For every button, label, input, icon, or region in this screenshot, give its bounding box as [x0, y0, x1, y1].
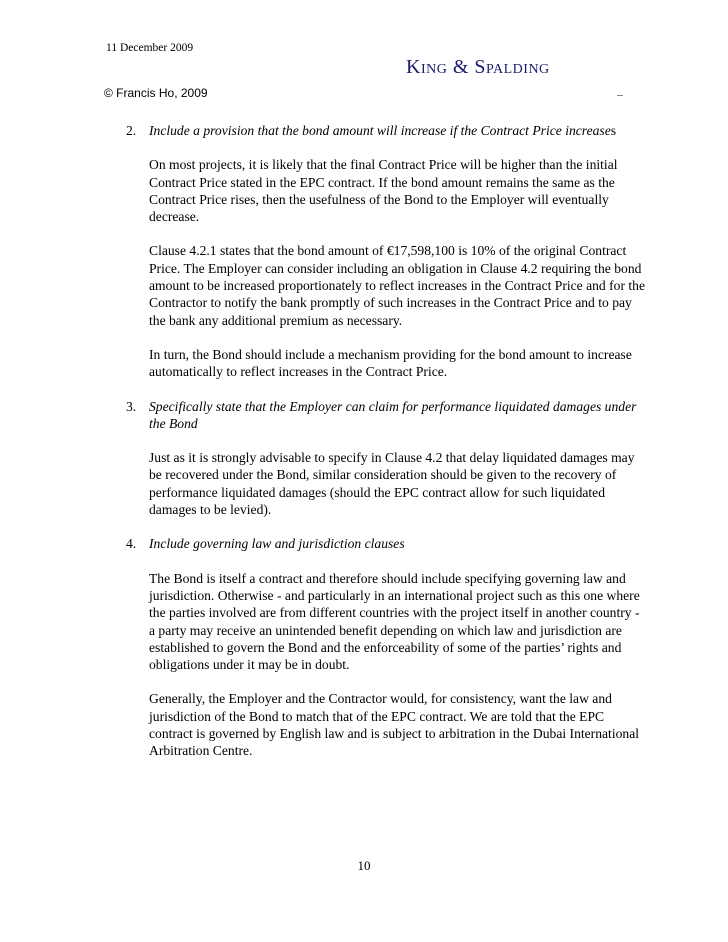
item-number: 4. [126, 536, 137, 552]
list-item-3 [126, 398, 646, 519]
copyright-notice: © Francis Ho, 2009 [104, 86, 208, 100]
logo-word-king: King [406, 56, 448, 78]
paragraph: The Bond is itself a contract and therefore should include specifying governing law and jurisdiction. Otherwise - and particularly in an international project such as this one where the parties involved are from different countries with the project itself in another country - a party may receive an unintended benefit depending on which law and jurisdiction are established to govern the Bond and the enforceability of some of the parties’ rights and obligations under it may be in doubt. [149, 570, 640, 673]
logo-rule [617, 95, 623, 96]
list-item-2 [126, 122, 646, 381]
item-heading-tail: s [610, 123, 617, 138]
firm-logo [406, 56, 550, 79]
paragraph: On most projects, it is likely that the final Contract Price will be higher than the initial Contract Price stated in the EPC contract. If the bond amount remains the same as the Contract Price rises, then the usefulness of the Bond to the Employer will eventually decrease. [149, 157, 618, 225]
paragraph: In turn, the Bond should include a mechanism providing for the bond amount to increase automatically to reflect increases in the Contract Price. [149, 346, 632, 380]
document-body [126, 122, 646, 777]
logo-ampersand: & [447, 56, 475, 78]
header-date: 11 December 2009 [106, 42, 194, 54]
item-heading-italic: Specifically state that the Employer can claim for performance liquidated damages under the Bond [149, 398, 637, 431]
logo-word-spalding: Spalding [474, 56, 550, 78]
paragraph: Generally, the Employer and the Contractor would, for consistency, want the law and jurisdiction of the Bond to match that of the EPC contract. We are told that the EPC contract is governed by English law and is subject to arbitration in the Dubai International Arbitration Centre. [149, 691, 639, 759]
list-item-4 [126, 535, 646, 759]
item-heading-italic: Include a provision that the bond amount will increase if the Contract Price increase [149, 123, 611, 138]
page-number: 10 [357, 858, 371, 873]
item-heading [149, 535, 646, 552]
item-number: 3. [126, 398, 137, 414]
item-heading-italic: Include governing law and jurisdiction clauses [149, 536, 405, 552]
item-number: 2. [126, 123, 137, 138]
paragraph: Just as it is strongly advisable to specify in Clause 4.2 that delay liquidated damages may be recovered under the Bond, similar consideration should be given to the recovery of performance liquidated damages (should the EPC contract allow for such liquidated damages to be levied). [149, 450, 635, 518]
item-heading [149, 122, 646, 139]
item-heading [149, 398, 646, 433]
paragraph: Clause 4.2.1 states that the bond amount of €17,598,100 is 10% of the original Contract Price. The Employer can consider including an obligation in Clause 4.2 requiring the bond amount to be increased proportionately to reflect increases in the Contract Price and for the Contractor to notify the bank promptly of such increases in the Contract Price and to pay the bank any additional premium as necessary. [149, 243, 645, 328]
